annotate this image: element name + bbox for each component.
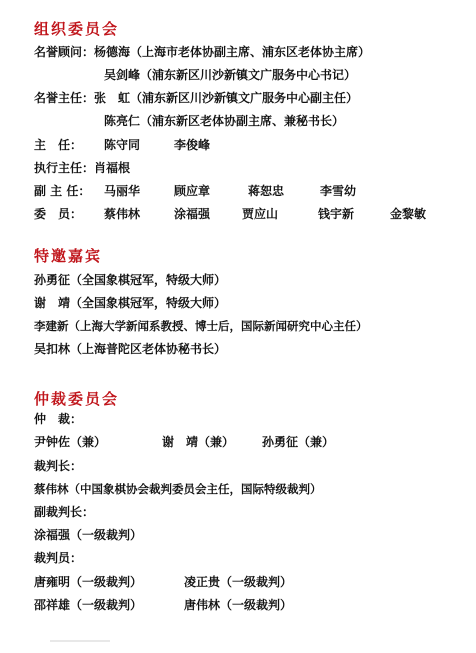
row-label: 委 员：: [34, 207, 83, 221]
referee: 唐雍明（一级裁判）: [34, 575, 143, 589]
honorary-director-row: [34, 90, 358, 106]
bottom-divider: [50, 640, 110, 642]
referee: 唐伟林（一级裁判）: [184, 598, 293, 612]
name: 贾应山: [242, 207, 279, 221]
guest-row: 孙勇征（全国象棋冠军，特级大师）: [34, 273, 227, 287]
row-label: 副 主 任：: [34, 184, 91, 198]
referee: 凌正贵（一级裁判）: [184, 575, 293, 589]
name: 顾应章: [174, 184, 211, 198]
arbitrators-row: [34, 434, 454, 450]
deputy-director-row: [34, 183, 454, 199]
deputy-referee-label: 副裁判长：: [34, 505, 95, 519]
referees-label: 裁判员：: [34, 551, 83, 565]
referee: 邵祥雄（一级裁判）: [34, 598, 143, 612]
name: 金黎敏: [390, 207, 427, 221]
arbitration-label: 仲 裁：: [34, 412, 83, 426]
section-title-arbitration: 仲裁委员会: [34, 390, 120, 408]
referees-row: [34, 574, 454, 590]
name: 涂福强: [174, 207, 211, 221]
name: 陈守同: [104, 138, 141, 152]
executive-director-row: [34, 160, 130, 176]
section-title-organizing: 组织委员会: [34, 20, 120, 38]
guest-row: 谢 靖（全国象棋冠军，特级大师）: [34, 296, 227, 310]
referees-row: [34, 597, 454, 613]
row-label: 名誉主任：: [34, 91, 95, 105]
honorary-advisor-row-2: [104, 67, 356, 83]
section-title-guests: 特邀嘉宾: [34, 247, 103, 265]
chief-referee-row: 蔡伟林（中国象棋协会裁判委员会主任，国际特级裁判）: [34, 482, 322, 496]
row-text: 张 虹（浦东新区川沙新镇文广服务中心副主任）: [94, 91, 359, 105]
name: 蔡伟林: [104, 207, 141, 221]
honorary-director-row-2: [104, 113, 344, 129]
name: 钱宇新: [318, 207, 355, 221]
honorary-advisor-row: [34, 44, 370, 60]
name: 李雪幼: [320, 184, 357, 198]
arbitrator: 谢 靖（兼）: [162, 435, 235, 449]
row-label: 执行主任：: [34, 161, 95, 175]
name: 蒋恕忠: [248, 184, 285, 198]
row-label: 主 任：: [34, 138, 83, 152]
row-text: 陈亮仁（浦东新区老体协副主席、兼秘书长）: [104, 114, 345, 128]
director-row: [34, 137, 211, 153]
row-label: 名誉顾问：: [34, 45, 95, 59]
row-text: 吴剑峰（浦东新区川沙新镇文广服务中心书记）: [104, 68, 357, 82]
name: 肖福根: [94, 161, 131, 175]
name: 马丽华: [104, 184, 141, 198]
deputy-referee-row: 涂福强（一级裁判）: [34, 528, 143, 542]
guest-row: 吴扣林（上海普陀区老体协秘书长）: [34, 342, 227, 356]
arbitrator: 尹钟佐（兼）: [34, 435, 107, 449]
guest-row: 李建新（上海大学新闻系教授、博士后，国际新闻研究中心主任）: [34, 319, 368, 333]
name: 李俊峰: [174, 138, 211, 152]
arbitrator: 孙勇征（兼）: [262, 435, 335, 449]
row-text: 杨德海（上海市老体协副主席、浦东区老体协主席）: [94, 45, 371, 59]
chief-referee-label: 裁判长：: [34, 459, 83, 473]
members-row: [34, 206, 454, 222]
